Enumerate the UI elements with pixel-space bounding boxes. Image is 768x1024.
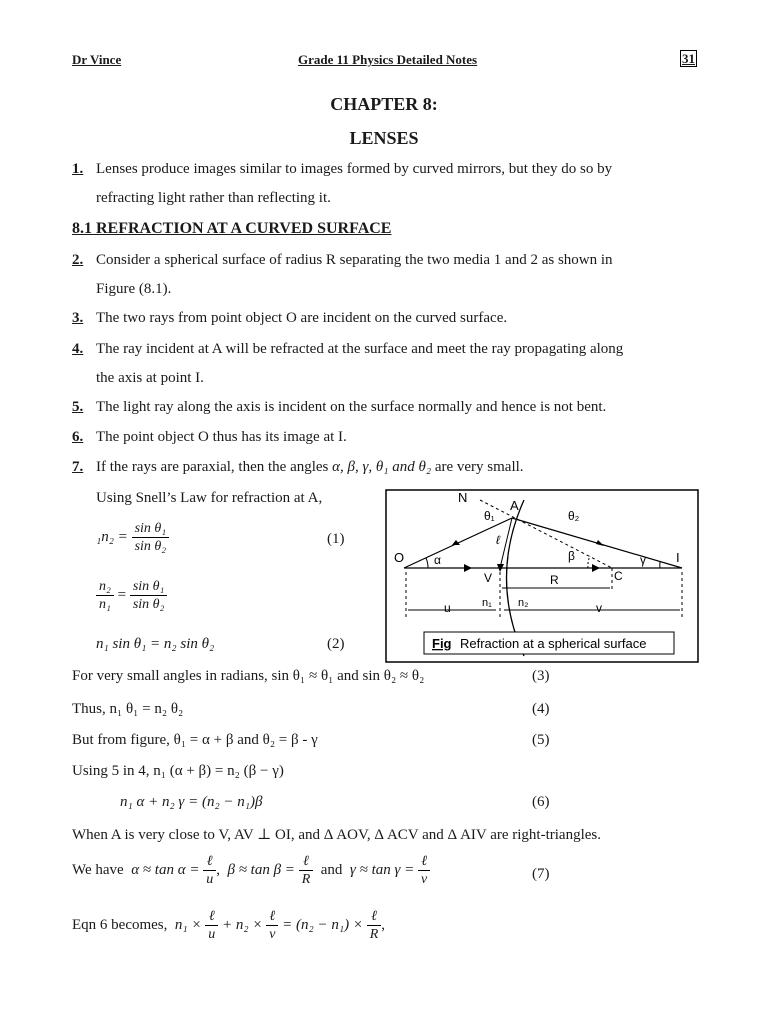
chapter-number: CHAPTER 8: (330, 94, 438, 114)
label-theta1: θ₁ (484, 509, 495, 523)
label-C: C (614, 569, 623, 583)
beta-arc (588, 556, 590, 568)
equation-5: But from figure, θ₁ = α + β and θ₂ = β - γ (72, 732, 318, 748)
list-item: 4. The ray incident at A will be refracted at the surface and meet the ray propagating along (72, 341, 624, 357)
equation-1: ₁n₂ = $\frac{\text{sin θ₁}}{\text{sin θ₂}}$ (96, 520, 169, 555)
caption-text: Refraction at a spherical surface (460, 636, 647, 651)
list-item: 6. The point object O thus has its image at I. (72, 429, 347, 445)
section-heading: 8.1 REFRACTION AT A CURVED SURFACE (72, 220, 392, 237)
list-item: 7. If the rays are paraxial, then the angles α, β, γ, θ₁ and θ₂ are very small. (72, 459, 524, 475)
equation-2: n₁ sin θ₁ = n₂ sin θ₂ (96, 636, 215, 652)
list-item: 2. Consider a spherical surface of radius R separating the two media 1 and 2 as shown in (72, 252, 613, 268)
equation-4-tag: (4) (532, 701, 550, 717)
equation-8: Eqn 6 becomes, n₁ × $\frac{\text{ℓ}}{u}$ + n₂ × $\frac{\text{ℓ}}{v}$ = (n₂ − n₁) × $\frac{\text{ℓ}}{R}$ , (72, 909, 386, 942)
label-n2: n₂ (518, 597, 529, 609)
label-u: u (444, 601, 451, 615)
equation-4: Thus, n₁ θ₁ = n₂ θ₂ (72, 701, 184, 717)
list-item: 5. The light ray along the axis is incident on the surface normally and hence is not bent. (72, 399, 607, 415)
equation-1-tag: (1) (327, 531, 345, 547)
refraction-figure (384, 488, 700, 664)
equation-5b: Using 5 in 4, n₁ (α + β) = n₂ (β − γ) (72, 763, 284, 779)
equation-1b: $\frac{\text{n₂}}{\text{n₁}}$ = $\frac{\text{sin θ₁}}{\text{sin θ₂}}$ (96, 578, 167, 613)
header-author: Dr Vince (72, 52, 122, 67)
label-alpha: α (434, 553, 441, 567)
label-R: R (550, 573, 559, 587)
label-A: A (510, 498, 519, 513)
header-course: Grade 11 Physics Detailed Notes (298, 52, 478, 67)
list-item-continuation: the axis at point I. (96, 370, 204, 386)
label-v: v (596, 601, 602, 615)
chapter-title: LENSES (349, 128, 419, 148)
equation-7-tag: (7) (532, 866, 550, 882)
label-ell: ℓ (496, 533, 500, 547)
equation-2-tag: (2) (327, 636, 345, 652)
equation-5-tag: (5) (532, 732, 550, 748)
label-n1: n₁ (482, 597, 492, 609)
label-V: V (484, 571, 493, 585)
equation-3-tag: (3) (532, 668, 550, 684)
label-theta2: θ₂ (568, 509, 580, 523)
axis-arrow (592, 564, 600, 572)
label-I: I (676, 550, 680, 565)
refracted-ray-arrow (596, 540, 604, 546)
list-item-continuation: refracting light rather than reflecting it. (96, 190, 331, 206)
equation-6-tag: (6) (532, 794, 550, 810)
label-O: O (394, 550, 405, 565)
equation-7: We have α ≈ tan α = $\frac{\text{ℓ}}{u}$ , β ≈ tan β = $\frac{\text{ℓ}}{R}$ and γ ≈ tan γ = $\frac{\text{ℓ}}{v}$ (72, 853, 430, 888)
label-gamma: γ (640, 553, 646, 567)
axis-arrow (464, 564, 472, 572)
caption-label: Fig (432, 636, 452, 651)
list-item: 1. Lenses produce images similar to images formed by curved mirrors, but they do so by (72, 161, 613, 177)
list-item-continuation: Figure (8.1). (96, 281, 172, 297)
snell-intro: Using Snell’s Law for refraction at A, (96, 490, 323, 506)
list-item: 3. The two rays from point object O are incident on the curved surface. (72, 310, 508, 326)
label-beta: β (568, 549, 575, 563)
alpha-arc (426, 558, 428, 568)
page-number: 31 (682, 51, 695, 66)
equation-3: For very small angles in radians, sin θ₁ ≈ θ₁ and sin θ₂ ≈ θ₂ (72, 668, 425, 684)
right-triangle-note: When A is very close to V, AV ⊥ OI, and Δ AOV, Δ ACV and Δ AIV are right-triangles. (72, 827, 601, 843)
equation-6: n₁ α + n₂ γ = (n₂ − n₁)β (120, 794, 263, 810)
label-N: N (458, 490, 468, 505)
